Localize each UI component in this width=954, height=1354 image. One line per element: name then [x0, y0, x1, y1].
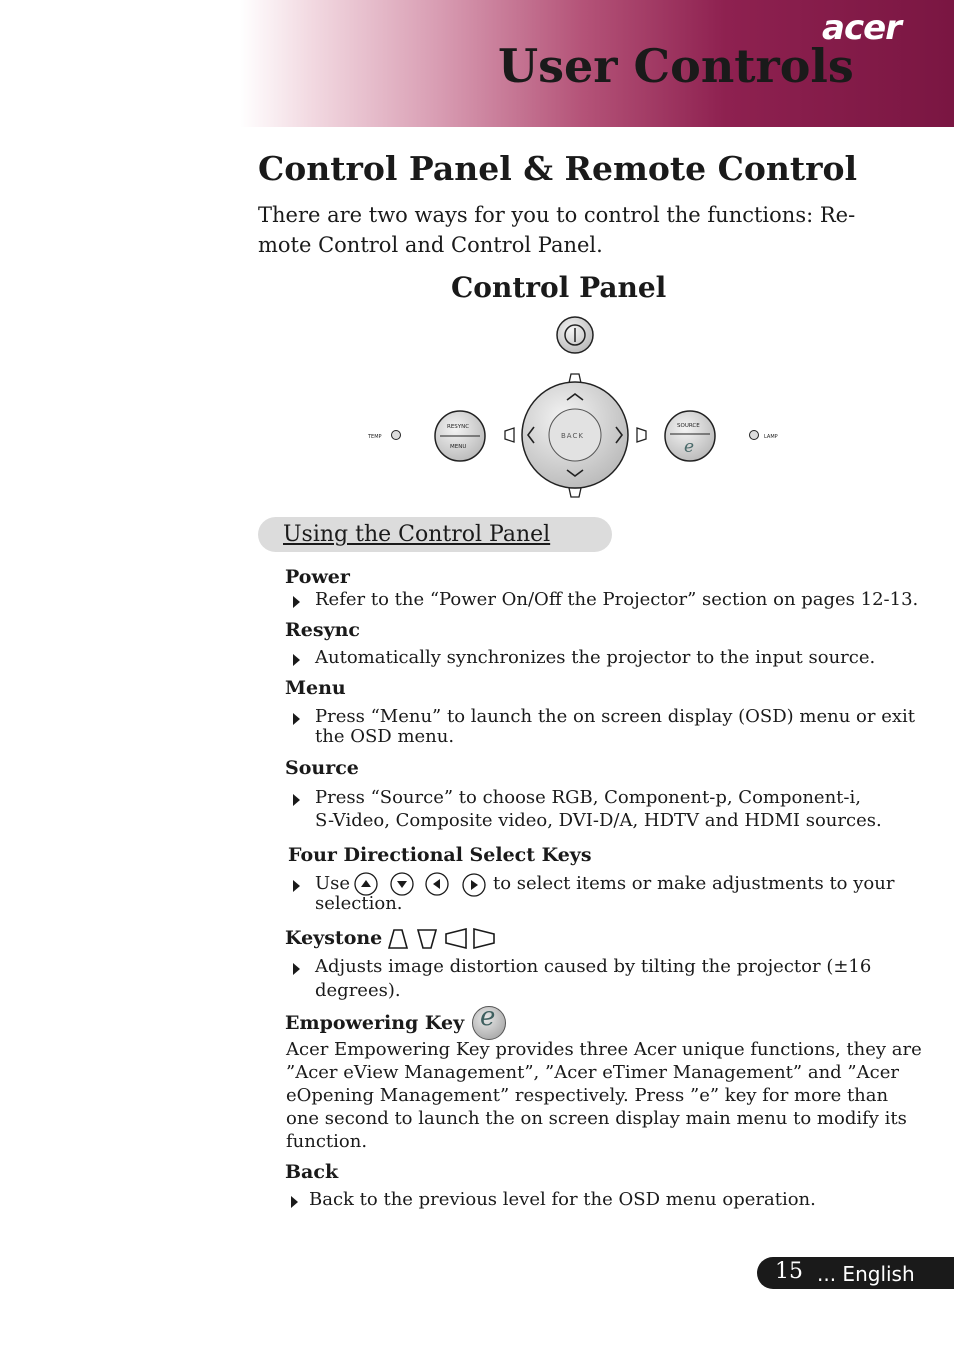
source-label: SOURCE: [677, 423, 700, 429]
bullet-arrow-icon: [293, 654, 300, 666]
bullet-arrow-icon: [293, 713, 300, 725]
keystone-down-icon: [418, 930, 436, 948]
keystone-right-icon: [474, 929, 494, 948]
empowering-icon-letter: e: [480, 1002, 496, 1032]
intro-line-2: mote Control and Control Panel.: [258, 233, 603, 257]
temp-led: [392, 431, 401, 440]
control-panel-diagram: [360, 312, 800, 502]
directional-use: Use: [315, 873, 351, 894]
bullet-arrow-icon: [293, 794, 300, 806]
empowering-key-icon: [472, 1002, 506, 1040]
right-key-icon: [463, 874, 485, 896]
keystone-bottom-icon: [569, 488, 581, 497]
keystone-heading: Keystone: [285, 927, 383, 949]
keystone-bullet: [293, 956, 933, 1002]
resync-bullet: [293, 647, 933, 671]
using-control-panel-banner: [258, 517, 612, 552]
source-text-1: Press “Source” to choose RGB, Component-p, Component-i,: [315, 787, 861, 808]
power-heading: Power: [285, 566, 350, 588]
resync-heading: Resync: [285, 619, 360, 641]
intro-paragraph: [258, 200, 898, 260]
empowering-line-3: eOpening Management” respectively. Press ”e” key for more than: [286, 1085, 889, 1106]
keystone-up-icon: [389, 930, 407, 948]
power-bullet: [293, 589, 933, 613]
bullet-arrow-icon: [293, 596, 300, 608]
empowering-line-1: Acer Empowering Key provides three Acer unique functions, they are: [286, 1039, 922, 1060]
left-key-icon: [426, 873, 448, 895]
back-bullet: [291, 1189, 931, 1213]
keystone-icons: [388, 928, 498, 950]
temp-label: TEMP: [368, 434, 382, 440]
bullet-arrow-icon: [291, 1196, 298, 1208]
directional-text-2: selection.: [315, 893, 403, 914]
down-key-icon: [391, 873, 413, 895]
bullet-arrow-icon: [293, 880, 300, 892]
control-panel-title: Control Panel: [451, 271, 667, 304]
power-text: Refer to the “Power On/Off the Projector” section on pages 12-13.: [315, 589, 919, 610]
source-text-2: S-Video, Composite video, DVI-D/A, HDTV and HDMI sources.: [315, 810, 882, 831]
using-control-panel-title: Using the Control Panel: [283, 522, 551, 547]
lamp-label: LAMP: [764, 434, 778, 440]
e-key-label: e: [684, 437, 695, 457]
section-title: Control Panel & Remote Control: [258, 149, 858, 188]
source-heading: Source: [285, 757, 359, 779]
empowering-heading: Empowering Key: [285, 1012, 465, 1034]
page-number: 15: [775, 1259, 803, 1284]
acer-logo: acer: [822, 8, 901, 48]
menu-text-1: Press “Menu” to launch the on screen display (OSD) menu or exit: [315, 706, 916, 727]
menu-label: MENU: [450, 444, 467, 450]
resync-text: Automatically synchronizes the projector to the input source.: [315, 647, 876, 668]
back-label: BACK: [561, 432, 584, 440]
resync-label: RESYNC: [447, 424, 470, 430]
page-title: User Controls: [498, 39, 854, 93]
menu-text-2: the OSD menu.: [315, 726, 455, 747]
keystone-text-2: degrees).: [315, 980, 401, 1001]
lamp-led: [750, 431, 759, 440]
bullet-arrow-icon: [293, 963, 300, 975]
resync-menu-button[interactable]: [435, 411, 485, 461]
menu-bullet: [293, 706, 933, 752]
source-bullet: [293, 787, 933, 833]
footer-language: ... English: [817, 1262, 915, 1286]
keystone-text-1: Adjusts image distortion caused by tilting the projector (±16: [315, 956, 872, 977]
keystone-right-icon: [637, 428, 646, 442]
empowering-line-5: function.: [286, 1131, 368, 1152]
back-heading: Back: [285, 1161, 339, 1183]
page-footer-tab: [757, 1257, 954, 1289]
back-text: Back to the previous level for the OSD menu operation.: [309, 1189, 816, 1210]
power-button[interactable]: [557, 317, 593, 353]
empowering-paragraph: [286, 1038, 926, 1153]
empowering-line-2: ”Acer eView Management”, ”Acer eTimer Management” and ”Acer: [286, 1062, 899, 1083]
menu-heading: Menu: [285, 677, 346, 699]
keystone-left-icon: [505, 428, 514, 442]
directional-text-1: to select items or make adjustments to your: [493, 873, 895, 894]
empowering-line-4: one second to launch the on screen display main menu to modify its: [286, 1108, 907, 1129]
intro-line-1: There are two ways for you to control the functions: Re-: [258, 203, 856, 227]
keystone-left-icon: [446, 929, 466, 948]
directional-heading: Four Directional Select Keys: [288, 844, 592, 866]
up-key-icon: [355, 873, 377, 895]
directional-bullet: [293, 873, 933, 919]
